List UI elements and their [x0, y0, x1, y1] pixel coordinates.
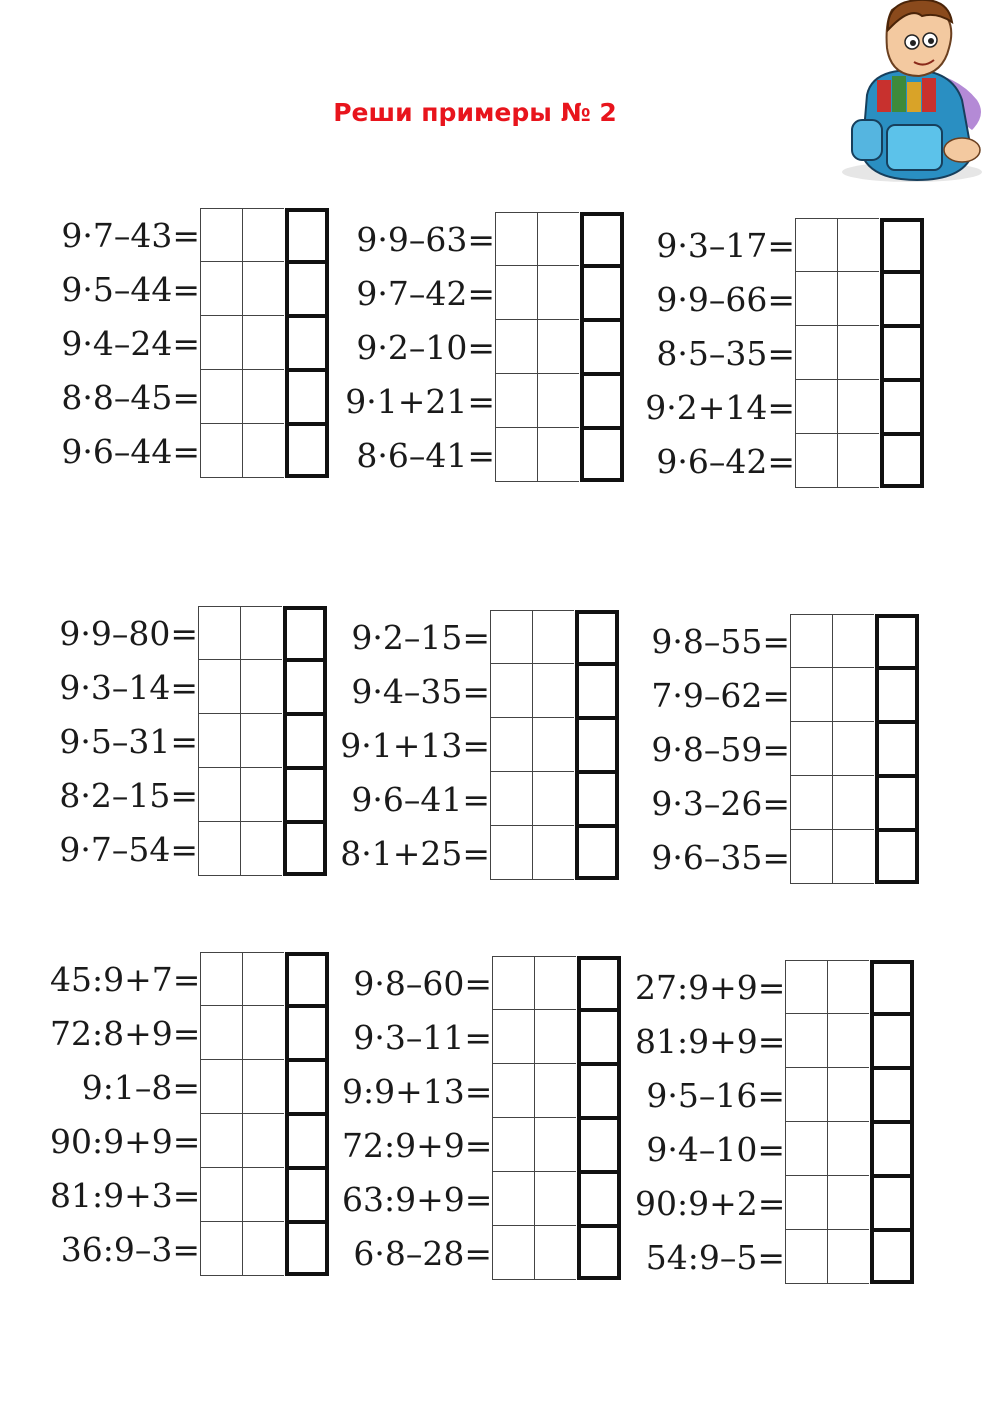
answer-cell[interactable] — [242, 424, 284, 478]
answer-cell[interactable] — [795, 218, 837, 272]
answer-cell[interactable] — [200, 1060, 242, 1114]
equation-row — [640, 830, 919, 884]
answer-cell-bold[interactable] — [580, 374, 624, 428]
answer-cell[interactable] — [534, 1172, 576, 1226]
answer-cell[interactable] — [532, 826, 574, 880]
equation-row — [50, 208, 329, 262]
answer-cell[interactable] — [795, 272, 837, 326]
section-2-column-2 — [340, 610, 619, 880]
answer-cell[interactable] — [827, 960, 869, 1014]
equation-row — [635, 1230, 914, 1284]
equation-row — [342, 1172, 621, 1226]
equation-row — [635, 1068, 914, 1122]
answer-cell[interactable] — [537, 266, 579, 320]
answer-cell[interactable] — [200, 1222, 242, 1276]
equation-label: 72:8+9= — [50, 1013, 201, 1053]
answer-cell[interactable] — [532, 664, 574, 718]
answer-cell-bold[interactable] — [580, 320, 624, 374]
equation-row — [48, 768, 327, 822]
equation-label: 9·2–15= — [351, 617, 490, 657]
answer-cell-bold[interactable] — [580, 266, 624, 320]
equation-row — [640, 776, 919, 830]
answer-cell[interactable] — [492, 1010, 534, 1064]
answer-cell[interactable] — [490, 664, 532, 718]
answer-cell[interactable] — [790, 776, 832, 830]
section-1-column-2 — [345, 212, 624, 482]
equation-row — [635, 1014, 914, 1068]
answer-cell[interactable] — [240, 660, 282, 714]
equation-row — [345, 320, 624, 374]
equation-label: 36:9–3= — [60, 1229, 200, 1269]
equation-row — [340, 610, 619, 664]
answer-cell[interactable] — [532, 610, 574, 664]
equation-row — [342, 1118, 621, 1172]
answer-cell-bold[interactable] — [880, 434, 924, 488]
equation-row — [640, 614, 919, 668]
answer-cell[interactable] — [492, 1118, 534, 1172]
equation-label: 9·5–31= — [59, 721, 198, 761]
answer-cell[interactable] — [795, 434, 837, 488]
answer-cell-bold[interactable] — [283, 660, 327, 714]
answer-cell-bold[interactable] — [880, 218, 924, 272]
answer-cell[interactable] — [532, 718, 574, 772]
answer-cell[interactable] — [492, 1226, 534, 1280]
equation-label: 9·4–24= — [61, 323, 200, 363]
equation-label: 9·3–17= — [656, 225, 795, 265]
equation-label: 9·9–80= — [59, 613, 198, 653]
section-1-column-3 — [645, 218, 924, 488]
answer-cell[interactable] — [198, 768, 240, 822]
answer-cell-bold[interactable] — [283, 822, 327, 876]
schoolboy-with-backpack-icon — [822, 0, 998, 190]
answer-cell[interactable] — [490, 718, 532, 772]
equation-label: 9·7–54= — [59, 829, 198, 869]
answer-cell-bold[interactable] — [577, 1064, 621, 1118]
answer-cell[interactable] — [198, 606, 240, 660]
equation-row — [50, 1168, 329, 1222]
equation-label: 9·8–59= — [651, 729, 790, 769]
answer-cell[interactable] — [537, 428, 579, 482]
answer-cell[interactable] — [832, 722, 874, 776]
equation-label: 9:1–8= — [81, 1067, 200, 1107]
equation-row — [50, 316, 329, 370]
equation-label: 9·9–63= — [356, 219, 495, 259]
answer-cell-bold[interactable] — [577, 1172, 621, 1226]
answer-cell-bold[interactable] — [580, 212, 624, 266]
answer-cell[interactable] — [200, 316, 242, 370]
answer-cell-bold[interactable] — [285, 1006, 329, 1060]
equation-row — [340, 826, 619, 880]
equation-label: 8·1+25= — [340, 833, 490, 873]
answer-cell-bold[interactable] — [285, 1222, 329, 1276]
answer-cell-bold[interactable] — [285, 952, 329, 1006]
answer-cell[interactable] — [837, 380, 879, 434]
answer-cell-bold[interactable] — [575, 718, 619, 772]
section-3-column-3 — [635, 960, 914, 1284]
answer-cell[interactable] — [200, 1006, 242, 1060]
answer-cell[interactable] — [492, 1064, 534, 1118]
answer-cell[interactable] — [200, 424, 242, 478]
equation-label: 9·5–16= — [646, 1075, 785, 1115]
answer-cell-bold[interactable] — [285, 1168, 329, 1222]
equation-row — [645, 434, 924, 488]
answer-cell[interactable] — [490, 826, 532, 880]
equation-label: 7·9–62= — [651, 675, 790, 715]
equation-row — [635, 960, 914, 1014]
answer-cell[interactable] — [495, 212, 537, 266]
answer-cell-bold[interactable] — [577, 1118, 621, 1172]
equation-row — [50, 424, 329, 478]
answer-cell-bold[interactable] — [285, 208, 329, 262]
answer-cell[interactable] — [495, 266, 537, 320]
equation-row — [640, 722, 919, 776]
equation-row — [48, 660, 327, 714]
equation-row — [345, 428, 624, 482]
answer-cell[interactable] — [534, 1064, 576, 1118]
answer-cell-bold[interactable] — [283, 768, 327, 822]
answer-cell[interactable] — [242, 262, 284, 316]
answer-cell[interactable] — [200, 262, 242, 316]
answer-cell[interactable] — [534, 1226, 576, 1280]
answer-cell[interactable] — [200, 952, 242, 1006]
answer-cell-bold[interactable] — [870, 1230, 914, 1284]
answer-cell-bold[interactable] — [880, 272, 924, 326]
answer-cell[interactable] — [832, 614, 874, 668]
answer-cell-bold[interactable] — [283, 714, 327, 768]
equation-label: 9·7–42= — [356, 273, 495, 313]
equation-label: 9·8–60= — [353, 963, 492, 1003]
worksheet-title: Реши примеры № 2 — [333, 98, 617, 127]
answer-cell[interactable] — [790, 614, 832, 668]
answer-cell[interactable] — [790, 668, 832, 722]
equation-label: 9·6–35= — [651, 837, 790, 877]
equation-row — [340, 718, 619, 772]
answer-cell-bold[interactable] — [875, 668, 919, 722]
equation-label: 90:9+9= — [50, 1121, 201, 1161]
answer-cell[interactable] — [785, 1122, 827, 1176]
equation-row — [345, 212, 624, 266]
answer-cell[interactable] — [242, 1114, 284, 1168]
equation-row — [50, 370, 329, 424]
answer-cell-bold[interactable] — [870, 1014, 914, 1068]
equation-label: 54:9–5= — [645, 1237, 785, 1277]
equation-label: 9·8–55= — [651, 621, 790, 661]
answer-cell[interactable] — [837, 326, 879, 380]
equation-row — [645, 380, 924, 434]
equation-label: 9·4–35= — [351, 671, 490, 711]
equation-row — [645, 272, 924, 326]
equation-row — [345, 266, 624, 320]
answer-cell-bold[interactable] — [870, 1068, 914, 1122]
equation-label: 9·9–66= — [656, 279, 795, 319]
equation-row — [48, 606, 327, 660]
answer-cell[interactable] — [240, 822, 282, 876]
answer-cell-bold[interactable] — [870, 1122, 914, 1176]
equation-row — [645, 218, 924, 272]
section-2-column-3 — [640, 614, 919, 884]
answer-cell[interactable] — [242, 208, 284, 262]
equation-label: 9·7–43= — [61, 215, 200, 255]
equation-label: 72:9+9= — [342, 1125, 493, 1165]
answer-cell[interactable] — [837, 218, 879, 272]
equation-row — [50, 1222, 329, 1276]
equation-row — [50, 952, 329, 1006]
equation-row — [635, 1176, 914, 1230]
answer-cell[interactable] — [795, 326, 837, 380]
answer-cell-bold[interactable] — [577, 1226, 621, 1280]
answer-cell[interactable] — [492, 956, 534, 1010]
answer-cell[interactable] — [832, 776, 874, 830]
equation-label: 8·8–45= — [61, 377, 200, 417]
answer-cell-bold[interactable] — [577, 956, 621, 1010]
answer-cell[interactable] — [242, 1060, 284, 1114]
answer-cell[interactable] — [534, 1118, 576, 1172]
equation-label: 8·5–35= — [656, 333, 795, 373]
answer-cell[interactable] — [534, 956, 576, 1010]
equation-row — [345, 374, 624, 428]
answer-cell[interactable] — [790, 722, 832, 776]
answer-cell[interactable] — [495, 320, 537, 374]
answer-cell[interactable] — [242, 370, 284, 424]
answer-cell-bold[interactable] — [870, 1176, 914, 1230]
answer-cell[interactable] — [837, 272, 879, 326]
answer-cell-bold[interactable] — [577, 1010, 621, 1064]
answer-cell[interactable] — [240, 714, 282, 768]
answer-cell-bold[interactable] — [575, 772, 619, 826]
equation-row — [48, 714, 327, 768]
answer-cell[interactable] — [785, 1068, 827, 1122]
answer-cell[interactable] — [495, 428, 537, 482]
answer-cell[interactable] — [200, 370, 242, 424]
answer-cell-bold[interactable] — [285, 424, 329, 478]
answer-cell[interactable] — [785, 960, 827, 1014]
equation-label: 9·4–10= — [646, 1129, 785, 1169]
answer-cell-bold[interactable] — [875, 776, 919, 830]
answer-cell-bold[interactable] — [880, 380, 924, 434]
equation-label: 9·3–14= — [59, 667, 198, 707]
section-3-column-2 — [342, 956, 621, 1280]
equation-label: 9·6–42= — [656, 441, 795, 481]
equation-row — [340, 772, 619, 826]
answer-cell[interactable] — [490, 772, 532, 826]
equation-label: 6·8–28= — [353, 1233, 492, 1273]
equation-row — [640, 668, 919, 722]
answer-cell-bold[interactable] — [285, 1060, 329, 1114]
answer-cell[interactable] — [832, 830, 874, 884]
answer-cell[interactable] — [242, 1168, 284, 1222]
equation-label: 9·6–41= — [351, 779, 490, 819]
equation-label: 8·6–41= — [356, 435, 495, 475]
answer-cell-bold[interactable] — [875, 614, 919, 668]
answer-cell[interactable] — [827, 1122, 869, 1176]
answer-cell[interactable] — [200, 1168, 242, 1222]
answer-cell[interactable] — [242, 1222, 284, 1276]
answer-cell[interactable] — [785, 1230, 827, 1284]
equation-label: 45:9+7= — [50, 959, 201, 999]
section-3-column-1 — [50, 952, 329, 1276]
equation-label: 81:9+9= — [635, 1021, 786, 1061]
equation-label: 9·2+14= — [645, 387, 795, 427]
answer-cell[interactable] — [827, 1068, 869, 1122]
answer-cell[interactable] — [537, 374, 579, 428]
answer-cell[interactable] — [490, 610, 532, 664]
equation-row — [645, 326, 924, 380]
section-2-column-1 — [48, 606, 327, 876]
equation-label: 9·3–11= — [353, 1017, 492, 1057]
equation-label: 90:9+2= — [635, 1183, 786, 1223]
answer-cell-bold[interactable] — [575, 664, 619, 718]
answer-cell-bold[interactable] — [875, 722, 919, 776]
answer-cell-bold[interactable] — [285, 1114, 329, 1168]
equation-label: 81:9+3= — [50, 1175, 201, 1215]
answer-cell[interactable] — [827, 1014, 869, 1068]
answer-cell-bold[interactable] — [285, 370, 329, 424]
equation-row — [342, 1064, 621, 1118]
answer-cell[interactable] — [534, 1010, 576, 1064]
equation-label: 9·2–10= — [356, 327, 495, 367]
equation-label: 8·2–15= — [59, 775, 198, 815]
equation-label: 9·5–44= — [61, 269, 200, 309]
equation-row — [342, 1226, 621, 1280]
answer-cell-bold[interactable] — [875, 830, 919, 884]
equation-label: 9:9+13= — [342, 1071, 493, 1111]
answer-cell-bold[interactable] — [880, 326, 924, 380]
equation-row — [50, 1060, 329, 1114]
answer-cell[interactable] — [827, 1176, 869, 1230]
answer-cell-bold[interactable] — [285, 262, 329, 316]
answer-cell[interactable] — [790, 830, 832, 884]
answer-cell[interactable] — [537, 320, 579, 374]
answer-cell[interactable] — [240, 768, 282, 822]
equation-label: 9·1+21= — [345, 381, 495, 421]
answer-cell[interactable] — [837, 434, 879, 488]
answer-cell-bold[interactable] — [285, 316, 329, 370]
equation-label: 9·6–44= — [61, 431, 200, 471]
answer-cell[interactable] — [537, 212, 579, 266]
answer-cell[interactable] — [242, 1006, 284, 1060]
equation-row — [50, 1114, 329, 1168]
answer-cell[interactable] — [832, 668, 874, 722]
answer-cell[interactable] — [795, 380, 837, 434]
equation-row — [342, 956, 621, 1010]
equation-row — [50, 262, 329, 316]
answer-cell[interactable] — [198, 660, 240, 714]
answer-cell[interactable] — [240, 606, 282, 660]
answer-cell-bold[interactable] — [580, 428, 624, 482]
equation-label: 63:9+9= — [342, 1179, 493, 1219]
answer-cell[interactable] — [242, 316, 284, 370]
answer-cell[interactable] — [495, 374, 537, 428]
equation-label: 9·1+13= — [340, 725, 490, 765]
answer-cell-bold[interactable] — [870, 960, 914, 1014]
equation-row — [50, 1006, 329, 1060]
answer-cell-bold[interactable] — [575, 610, 619, 664]
equation-row — [635, 1122, 914, 1176]
answer-cell[interactable] — [200, 208, 242, 262]
answer-cell[interactable] — [242, 952, 284, 1006]
equation-row — [48, 822, 327, 876]
answer-cell-bold[interactable] — [575, 826, 619, 880]
answer-cell[interactable] — [200, 1114, 242, 1168]
answer-cell[interactable] — [785, 1014, 827, 1068]
equation-label: 27:9+9= — [635, 967, 786, 1007]
equation-row — [342, 1010, 621, 1064]
answer-cell[interactable] — [198, 822, 240, 876]
equation-label: 9·3–26= — [651, 783, 790, 823]
section-1-column-1 — [50, 208, 329, 478]
equation-row — [340, 664, 619, 718]
answer-cell[interactable] — [198, 714, 240, 768]
answer-cell[interactable] — [532, 772, 574, 826]
answer-cell[interactable] — [785, 1176, 827, 1230]
answer-cell[interactable] — [492, 1172, 534, 1226]
answer-cell[interactable] — [827, 1230, 869, 1284]
answer-cell-bold[interactable] — [283, 606, 327, 660]
